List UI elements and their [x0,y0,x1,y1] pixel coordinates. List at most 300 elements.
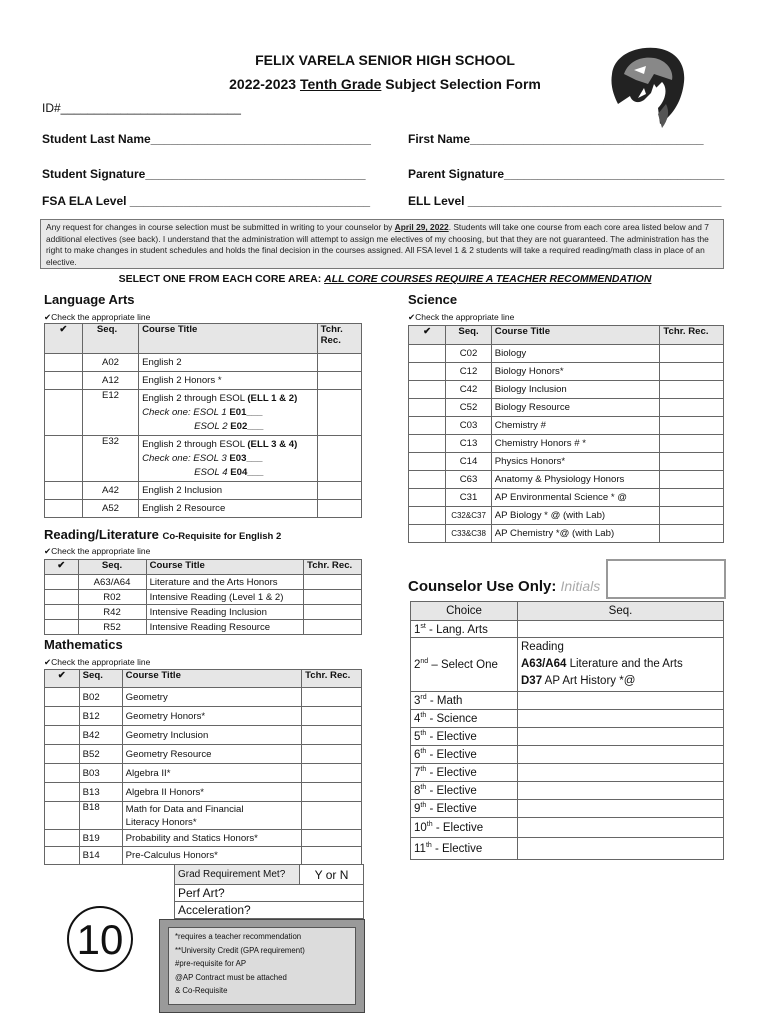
course-cell: English 2 Inclusion [139,482,318,500]
tchr-rec-cell[interactable] [302,707,362,726]
choice-sup: st [420,622,426,630]
check-cell[interactable] [409,507,446,525]
tchr-rec-cell[interactable] [317,436,361,482]
grade-number-badge: 10 [67,906,133,972]
tchr-rec-cell[interactable] [660,417,724,435]
reading-heading [44,527,281,542]
col-course-title: Course Title [139,324,318,354]
seq-cell[interactable] [518,764,724,782]
reading-title: Reading/Literature [44,527,159,542]
grad-yn-cell[interactable]: Y or N [300,865,364,885]
seq-cell[interactable] [518,638,724,692]
esol-code[interactable]: E03___ [229,452,263,464]
table-row [409,489,724,507]
counselor-initials-label: Initials [560,578,601,594]
table-row [45,688,362,707]
choice-sup: th [420,748,427,756]
choice-sup: nd [420,658,429,666]
course-cell: Geometry Honors* [122,707,301,726]
table-row [409,435,724,453]
col-check: ✔ [45,560,79,575]
check-cell[interactable] [45,688,80,707]
table-row [411,838,724,860]
seq-cell: C63 [446,471,491,489]
tchr-rec-cell[interactable] [302,726,362,745]
col-choice: Choice [411,602,518,621]
seq-cell[interactable] [518,728,724,746]
seq-cell: A63/A64 [78,575,146,590]
table-row [411,710,724,728]
tchr-rec-cell[interactable] [317,482,361,500]
seq-cell: E12 [82,390,138,436]
perf-art-cell[interactable]: Perf Art? [175,885,364,902]
col-course-title: Course Title [122,670,301,688]
course-cell: Physics Honors* [491,453,660,471]
check-cell[interactable] [409,453,446,471]
tchr-rec-cell[interactable] [302,830,362,847]
seq-cell: A02 [82,354,138,372]
choice-sup: th [420,712,427,720]
col-tchr-rec: Tchr. Rec. [302,670,362,688]
language-arts-heading: Language Arts [44,292,135,307]
course-cell: Intensive Reading (Level 1 & 2) [146,590,303,605]
seq-cell: B19 [79,830,122,847]
choice-cell [411,710,518,728]
table-row [409,345,724,363]
seq-reading: Reading [521,641,564,653]
seq-cell: E32 [82,436,138,482]
check-cell[interactable] [45,764,80,783]
seq-course: Literature and the Arts [566,658,683,670]
course-cell: AP Chemistry *@ (with Lab) [491,525,660,543]
course-cell: English 2 Honors * [139,372,318,390]
tchr-rec-cell[interactable] [660,525,724,543]
student-last-name-field[interactable]: Student Last Name_________________________________ [42,132,371,146]
counselor-heading [408,578,600,595]
esol-label: ESOL 4 [194,466,228,478]
course-cell: English 2 Resource [139,500,318,518]
seq-cell: R02 [78,590,146,605]
table-row [409,453,724,471]
choice-label: - Elective [426,784,477,797]
table-row [409,363,724,381]
table-row [411,692,724,710]
seq-cell: C33&C38 [446,525,491,543]
choice-sup: rd [420,694,427,702]
choice-cell [411,800,518,818]
check-cell[interactable] [45,620,79,635]
table-row [45,745,362,764]
seq-cell: A42 [82,482,138,500]
col-check: ✔ [45,670,80,688]
seq-cell[interactable] [518,818,724,838]
check-cell[interactable] [45,605,79,620]
choice-sup: th [420,766,427,774]
table-row [409,507,724,525]
table-row [409,399,724,417]
col-tchr-rec: Tchr. Rec. [317,324,361,354]
legend-item: @AP Contract must be attached [175,972,287,982]
course-cell: Algebra II Honors* [122,783,301,802]
col-tchr-rec: Tchr. Rec. [304,560,362,575]
table-row [45,764,362,783]
table-row [411,728,724,746]
esol-code[interactable]: E02___ [230,420,264,432]
seq-cell: B14 [79,847,122,865]
counselor-table [410,601,724,860]
seq-cell: C32&C37 [446,507,491,525]
grad-requirement-table [174,864,364,885]
choice-num: 4 [414,712,421,725]
choice-label: - Elective [426,730,477,743]
seq-cell: B12 [79,707,122,726]
course-title-text: Math for Data and Financial [125,803,244,815]
choice-cell [411,728,518,746]
course-cell: Chemistry # [491,417,660,435]
check-line-reading: ✔Check the appropriate line [44,546,151,556]
table-row [45,707,362,726]
notice-text: Any request for changes in course selection must be submitted in writing to your counselor by [46,222,395,232]
choice-label: - Lang. Arts [425,623,488,636]
table-row [411,746,724,764]
tchr-rec-cell[interactable] [660,435,724,453]
notice-text-rest: . Students will take one course from each core area listed below and 7 additional electives (see back). I understand that the administration will attempt to assign me electives of my choosing, but that they are not guaranteed. The administration has the right to make changes in student schedules and holds the final decision in the courses assigned. All FSA level 1 & 2 students will take a required reading/math class in place of an elective. [46,222,709,268]
check-cell[interactable] [45,372,83,390]
table-row [45,847,362,865]
col-course-title: Course Title [146,560,303,575]
tchr-rec-cell[interactable] [302,802,362,830]
choice-label: - Elective [426,802,477,815]
choice-num: 6 [414,748,421,761]
choice-num: 2 [414,658,421,671]
tchr-rec-cell[interactable] [317,372,361,390]
seq-cell[interactable] [518,800,724,818]
check-line-la: ✔Check the appropriate line [44,312,151,322]
language-arts-table [44,323,362,518]
course-cell: Biology Honors* [491,363,660,381]
seq-cell: C12 [446,363,491,381]
choice-label: - Elective [426,766,477,779]
tchr-rec-cell[interactable] [317,390,361,436]
esol-code[interactable]: E04___ [230,466,264,478]
choice-cell [411,746,518,764]
tchr-rec-cell[interactable] [660,345,724,363]
check-cell[interactable] [45,830,80,847]
form-title-rest: Subject Selection Form [385,76,541,92]
check-cell[interactable] [45,802,80,830]
legend-item: *requires a teacher recommendation [175,932,302,941]
seq-code: D37 [521,675,543,687]
table-row [409,381,724,399]
table-row [411,638,724,692]
check-cell[interactable] [409,399,446,417]
course-cell: Anatomy & Physiology Honors [491,471,660,489]
tchr-rec-cell[interactable] [302,783,362,802]
course-cell: Geometry Inclusion [122,726,301,745]
fsa-ela-level-field[interactable]: FSA ELA Level ____________________________________ [42,194,371,208]
course-cell: Biology [491,345,660,363]
seq-cell: R42 [78,605,146,620]
check-cell[interactable] [409,525,446,543]
choice-sup: th [420,802,427,810]
seq-cell: B03 [79,764,122,783]
core-area-lead: SELECT ONE FROM EACH CORE AREA: [118,273,325,285]
table-row [409,471,724,489]
mathematics-heading: Mathematics [44,637,123,652]
choice-cell [411,782,518,800]
check-cell[interactable] [45,500,83,518]
table-row [45,436,362,482]
seq-cell: C13 [446,435,491,453]
table-row [411,621,724,638]
course-cell [122,802,301,830]
seq-cell: B18 [79,802,122,830]
choice-num: 8 [414,784,421,797]
course-cell [139,436,318,482]
course-title-bold: (ELL 1 & 2) [247,392,298,404]
form-year: 2022-2023 [229,76,297,92]
choice-label: - Elective [431,842,483,855]
tchr-rec-cell[interactable] [660,507,724,525]
esol-code[interactable]: E01___ [229,406,263,418]
course-cell: Probability and Statics Honors* [122,830,301,847]
parent-signature-field[interactable]: Parent Signature_________________________________ [408,167,725,181]
table-row [45,802,362,830]
col-course-title: Course Title [491,326,660,345]
choice-num: 3 [414,694,421,707]
notice-box [40,219,724,269]
seq-cell: C14 [446,453,491,471]
viper-logo-icon [604,44,688,130]
seq-cell: R52 [78,620,146,635]
check-cell[interactable] [45,590,79,605]
tchr-rec-cell[interactable] [317,500,361,518]
id-field[interactable]: ID#___________________________ [42,101,241,115]
check-cell[interactable] [409,363,446,381]
first-name-field[interactable]: First Name___________________________________ [408,132,704,146]
form-grade: Tenth Grade [299,76,382,92]
choice-cell [411,638,518,692]
check-cell[interactable] [409,345,446,363]
seq-cell: A52 [82,500,138,518]
grad-requirement-label: Grad Requirement Met? [175,865,300,885]
seq-cell[interactable] [518,782,724,800]
course-cell: Chemistry Honors # * [491,435,660,453]
check-line-science: ✔Check the appropriate line [408,312,515,322]
course-title-text: English 2 through ESOL [142,438,245,450]
course-title-bold: (ELL 3 & 4) [247,438,298,450]
tchr-rec-cell[interactable] [660,363,724,381]
student-signature-field[interactable]: Student Signature_________________________________ [42,167,366,181]
tchr-rec-cell[interactable] [660,453,724,471]
tchr-rec-cell[interactable] [302,688,362,707]
check-cell[interactable] [45,745,80,764]
choice-cell [411,621,518,638]
table-row [45,830,362,847]
choice-label: - Elective [432,821,484,834]
choice-num: 11 [414,842,426,855]
seq-course: AP Art History *@ [542,675,636,687]
col-check: ✔ [45,324,83,354]
course-cell: Intensive Reading Inclusion [146,605,303,620]
tchr-rec-cell[interactable] [660,399,724,417]
grad-extra-table [174,884,364,919]
seq-cell[interactable] [518,710,724,728]
tchr-rec-cell[interactable] [304,620,362,635]
choice-num: 7 [414,766,421,779]
science-heading: Science [408,292,458,307]
check-cell[interactable] [45,436,83,482]
choice-num: 10 [414,821,427,834]
seq-cell: B02 [79,688,122,707]
choice-num: 9 [414,802,421,815]
choice-sup: th [426,821,433,829]
acceleration-cell[interactable]: Acceleration? [175,902,364,919]
course-cell: AP Environmental Science * @ [491,489,660,507]
esol-check-one: Check one: ESOL 3 [142,452,227,464]
table-row [411,818,724,838]
seq-code: A63/A64 [521,658,567,670]
choice-label: - Elective [426,748,477,761]
table-row [45,390,362,436]
table-row [409,525,724,543]
course-title-text: Literacy Honors* [125,816,197,828]
table-row [45,482,362,500]
course-cell [139,390,318,436]
tchr-rec-cell[interactable] [304,575,362,590]
check-cell[interactable] [45,847,80,865]
col-check: ✔ [409,326,446,345]
ell-level-field[interactable]: ELL Level ______________________________________ [408,194,722,208]
legend-box [159,919,365,1013]
table-row [409,417,724,435]
seq-cell[interactable] [518,621,724,638]
check-cell[interactable] [45,482,83,500]
table-row [45,354,362,372]
check-cell[interactable] [45,707,80,726]
tchr-rec-cell[interactable] [317,354,361,372]
check-cell[interactable] [409,381,446,399]
choice-cell [411,818,518,838]
tchr-rec-cell[interactable] [660,381,724,399]
course-cell: AP Biology * @ (with Lab) [491,507,660,525]
table-row [45,726,362,745]
seq-cell: C03 [446,417,491,435]
course-cell: Algebra II* [122,764,301,783]
choice-label: - Science [426,712,478,725]
mathematics-table [44,669,362,865]
counselor-initials-box[interactable] [606,559,726,599]
seq-cell: C31 [446,489,491,507]
seq-cell[interactable] [518,692,724,710]
notice-date: April 29, 2022 [394,222,449,232]
tchr-rec-cell[interactable] [304,605,362,620]
esol-label: ESOL 2 [194,420,228,432]
course-cell: Intensive Reading Resource [146,620,303,635]
check-cell[interactable] [409,489,446,507]
seq-cell: B42 [79,726,122,745]
seq-cell: C02 [446,345,491,363]
check-cell[interactable] [409,435,446,453]
course-title-text: English 2 through ESOL [142,392,245,404]
science-table [408,325,724,543]
table-row [411,764,724,782]
core-area-emphasis: ALL CORE COURSES REQUIRE A TEACHER RECOMMENDATION [324,273,652,285]
col-seq: Seq. [82,324,138,354]
choice-label: – Select One [428,658,498,671]
col-seq: Seq. [518,602,724,621]
table-row [45,372,362,390]
course-cell: Biology Resource [491,399,660,417]
legend-item: & Co-Requisite [175,986,228,996]
choice-num: 5 [414,730,421,743]
legend-item: #pre-requisite for AP [175,959,247,969]
table-row [45,620,362,635]
seq-cell: C52 [446,399,491,417]
choice-cell [411,838,518,860]
choice-sup: th [425,842,432,850]
core-area-heading [0,273,770,285]
choice-cell [411,692,518,710]
seq-cell[interactable] [518,746,724,764]
table-row [45,500,362,518]
tchr-rec-cell[interactable] [660,471,724,489]
course-cell: Pre-Calculus Honors* [122,847,301,865]
legend-item: **University Credit (GPA requirement) [175,945,305,955]
course-cell: Geometry [122,688,301,707]
tchr-rec-cell[interactable] [304,590,362,605]
table-row [411,800,724,818]
check-cell[interactable] [45,726,80,745]
seq-cell: B52 [79,745,122,764]
choice-sup: th [420,784,427,792]
check-line-math: ✔Check the appropriate line [44,657,151,667]
seq-cell: A12 [82,372,138,390]
tchr-rec-cell[interactable] [302,847,362,865]
col-tchr-rec: Tchr. Rec. [660,326,724,345]
tchr-rec-cell[interactable] [302,764,362,783]
table-row [45,783,362,802]
reading-subtitle: Co-Requisite for English 2 [162,531,282,542]
course-cell: Biology Inclusion [491,381,660,399]
col-seq: Seq. [78,560,146,575]
tchr-rec-cell[interactable] [302,745,362,764]
col-seq: Seq. [446,326,491,345]
esol-check-one: Check one: ESOL 1 [142,406,227,418]
table-row [45,590,362,605]
check-cell[interactable] [45,390,83,436]
check-cell[interactable] [409,417,446,435]
table-row [411,782,724,800]
col-seq: Seq. [79,670,122,688]
check-cell[interactable] [45,354,83,372]
choice-label: - Math [426,694,463,707]
check-cell[interactable] [45,575,79,590]
seq-cell[interactable] [518,838,724,860]
choice-num: 1 [414,623,421,636]
reading-table [44,559,362,635]
choice-cell [411,764,518,782]
counselor-title: Counselor Use Only: [408,578,557,595]
check-cell[interactable] [45,783,80,802]
course-cell: English 2 [139,354,318,372]
course-cell: Literature and the Arts Honors [146,575,303,590]
school-name: FELIX VARELA SENIOR HIGH SCHOOL [255,52,515,68]
table-row [45,605,362,620]
check-cell[interactable] [409,471,446,489]
course-cell: Geometry Resource [122,745,301,764]
tchr-rec-cell[interactable] [660,489,724,507]
